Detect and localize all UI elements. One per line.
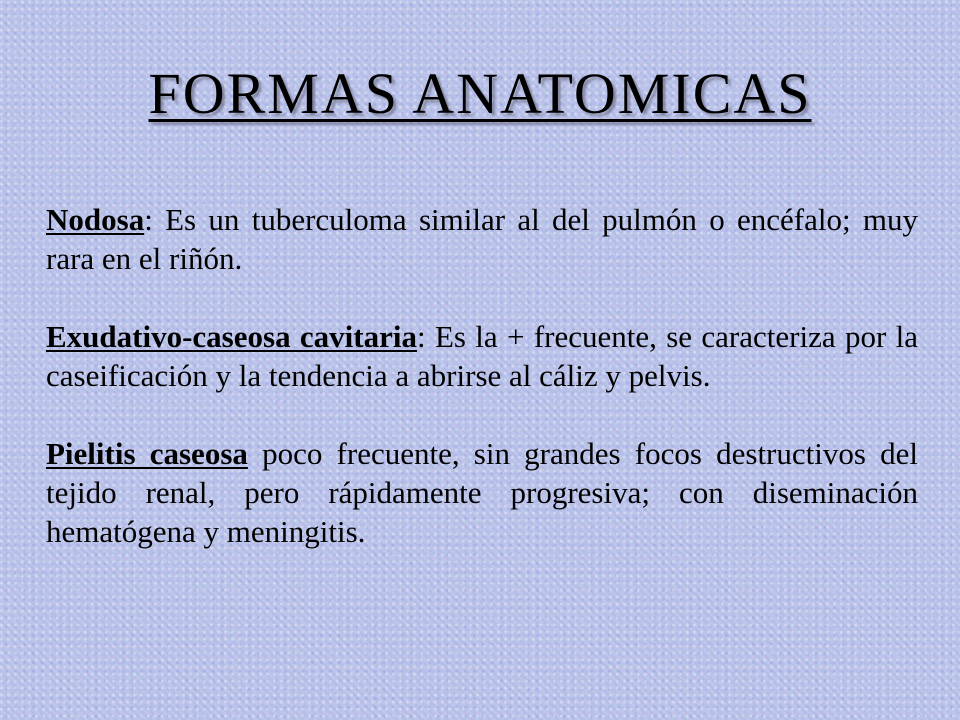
- paragraph-pielitis-caseosa: [46, 434, 918, 551]
- slide-body: [46, 200, 918, 590]
- term-pielitis-caseosa: Pielitis caseosa: [46, 436, 248, 471]
- term-nodosa: Nodosa: [46, 202, 145, 237]
- term-exudativo-caseosa: Exudativo-caseosa cavitaria: [46, 319, 417, 354]
- paragraph-exudativo-caseosa: [46, 317, 918, 395]
- separator-exudativo-caseosa: :: [416, 319, 426, 354]
- paragraph-nodosa: [46, 200, 918, 278]
- description-exudativo-caseosa: Es la + frecuente, se caracteriza por la caseificación y la tendencia a abrirse al cáliz y pelvis.: [46, 319, 918, 393]
- slide-title: FORMAS ANATOMICAS: [148, 61, 812, 126]
- separator-nodosa: :: [144, 202, 153, 237]
- description-nodosa: Es un tuberculoma similar al del pulmón o encéfalo; muy rara en el riñón.: [46, 202, 918, 276]
- description-pielitis-caseosa: poco frecuente, sin grandes focos destructivos del tejido renal, pero rápidamente progresiva; con diseminación hematógena y meningitis.: [46, 436, 918, 549]
